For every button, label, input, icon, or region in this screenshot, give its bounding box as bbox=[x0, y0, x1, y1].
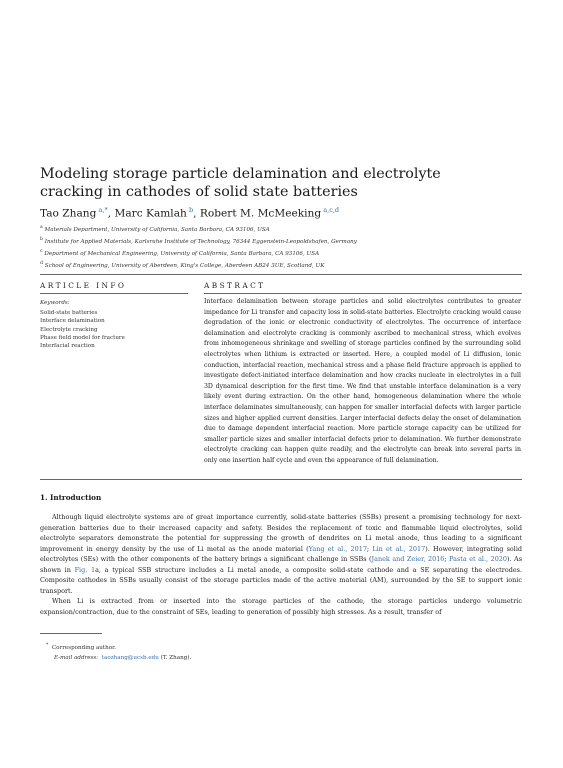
citation-link[interactable]: Yang et al., 2017 bbox=[308, 544, 367, 553]
email-link[interactable]: taozhang@ucsb.edu bbox=[101, 655, 159, 662]
paragraph-text: ). However, integrating solid electrolytes (SEs) with the other components of the battery brings a significant challenge in SSBs ( bbox=[40, 544, 523, 563]
affiliation-list bbox=[40, 223, 357, 271]
paragraph-text: a, a typical SSB structure includes a Li metal anode, a composite solid-state cathode and a SE separating the electrodes. Composite cathodes in SSBs usually consist of the storage particles made of the active material (AM), surrounded by the SE to support ionic transport. bbox=[40, 565, 522, 595]
email-label: E-mail address: bbox=[54, 655, 99, 662]
keywords-label: Keywords: bbox=[40, 300, 70, 306]
footnote-divider bbox=[40, 633, 102, 634]
affiliation: $^c$ Department of Mechanical Engineering, University of California, Santa Barbara, CA 93106, USA bbox=[40, 249, 320, 257]
article-info-heading: ARTICLE INFO bbox=[40, 281, 127, 290]
keyword: Electrolyte cracking bbox=[40, 326, 98, 333]
keyword: Interface delamination bbox=[40, 318, 105, 325]
keyword: Interfacial reaction bbox=[40, 343, 95, 350]
footnote-marker: * bbox=[46, 643, 49, 648]
paper-title: Modeling storage particle delamination and electrolyte cracking in cathodes of solid state batteries bbox=[40, 166, 441, 200]
footnote bbox=[40, 641, 191, 663]
affiliation: $^a$ Materials Department, University of California, Santa Barbara, CA 93106, USA bbox=[40, 225, 270, 233]
paragraph-text: Although liquid electrolyte systems are of great importance currently, solid-state batteries (SSBs) present a promising technology for next-generation batteries due to their increased capacity and safety. Besides the replacement of toxic and flammable liquid electrolytes, solid electrolyte separators demonstrate the potential for suppressing the growth of dendrites on Li metal anode, thus leading to a significant improvement in energy density by the use of Li metal as the anode material ( bbox=[40, 513, 522, 553]
divider bbox=[204, 293, 522, 294]
citation-link[interactable]: Pasta et al., 2020 bbox=[449, 555, 507, 563]
affiliation: $^b$ Institute for Applied Materials, Karlsruhe Institute of Technology, 76344 Eggenstein-Leopoldshafen, Germany bbox=[40, 237, 357, 245]
author-name[interactable]: Marc Kamlah bbox=[114, 207, 187, 220]
abstract-text: Interface delamination between storage particles and solid electrolytes contributes to greater impedance for Li transfer and capacity loss in solid-state batteries. Electrolyte cracking would cause degradation of the ionic or electronic conductivity of electrolytes. The occurrence of interface delamination and electrolyte cracking is commonly ascribed to mechanical stress, which evolves from inhomogeneous shrinkage and swelling of storage particles confined by the surrounding solid electrolytes when lithium is extracted or inserted. Here, a coupled model of Li diffusion, ionic conduction, interfacial reaction, mechanical stress and a phase field fracture approach is applied to investigate defect-initiated interface delamination and how cracks nucleate in electrolytes in a full 3D dynamical description for the first time. We find that unstable interface delamination is a very likely event during extraction. On the other hand, homogeneous delamination where the whole interface delaminates simultaneously, can happen for smaller interfacial defects with larger particle sizes and higher applied current densities. Larger interfacial defects delay the onset of delamination due to damage dependent interfacial reaction. More particle storage capacity can be utilized for smaller particle sizes and smaller interfacial defects prior to delamination. We further demonstrate electrolyte cracking can happen quite readily, and the electrolyte can break into several parts in only one insertion half cycle and even the appearance of full delamination. bbox=[204, 298, 521, 464]
paragraph-text: ; bbox=[366, 544, 373, 553]
author-name[interactable]: Robert M. McMeeking bbox=[199, 207, 322, 220]
author-affiliation-marker[interactable]: a,c,d bbox=[323, 206, 340, 214]
keyword-list bbox=[40, 309, 125, 350]
author-list: Tao Zhang $^{a,*}$, Marc Kamlah $^b$, Robert M. McMeeking $^{a,c,d}$ bbox=[40, 206, 340, 220]
abstract-heading: ABSTRACT bbox=[204, 281, 266, 290]
divider bbox=[40, 479, 522, 480]
intro-paragraph: When Li is extracted from or inserted into the storage particles of the cathode, the storage particles undergo volumetric expansion/contraction, due to the constraint of SEs, leading to generation of possibly high stresses. As a result, transfer of bbox=[40, 597, 522, 616]
author-name[interactable]: Tao Zhang bbox=[40, 207, 97, 220]
divider bbox=[40, 293, 188, 294]
citation-link[interactable]: Lin et al., 2017 bbox=[372, 544, 426, 553]
affiliation: $^d$ School of Engineering, University of Aberdeen, King's College, Aberdeen AB24 3UE, Scotland, UK bbox=[40, 261, 325, 270]
keyword: Solid-state batteries bbox=[40, 310, 98, 316]
citation-link[interactable]: Janek and Zeier, 2016 bbox=[371, 555, 445, 563]
paragraph-text: ; bbox=[444, 555, 450, 563]
author-affiliation-marker[interactable]: a,* bbox=[98, 206, 108, 214]
corresponding-author-note: Corresponding author. bbox=[51, 644, 116, 651]
citation-link[interactable]: Fig. 1 bbox=[74, 565, 96, 574]
section-heading-introduction: 1. Introduction bbox=[40, 493, 102, 502]
intro-paragraph bbox=[40, 512, 522, 596]
author-affiliation-marker[interactable]: b bbox=[188, 206, 194, 214]
paragraph-text: ). As shown in bbox=[40, 555, 523, 574]
keyword: Phase field model for fracture bbox=[40, 334, 125, 341]
email-suffix: (T. Zhang). bbox=[160, 655, 192, 662]
divider bbox=[40, 274, 522, 275]
